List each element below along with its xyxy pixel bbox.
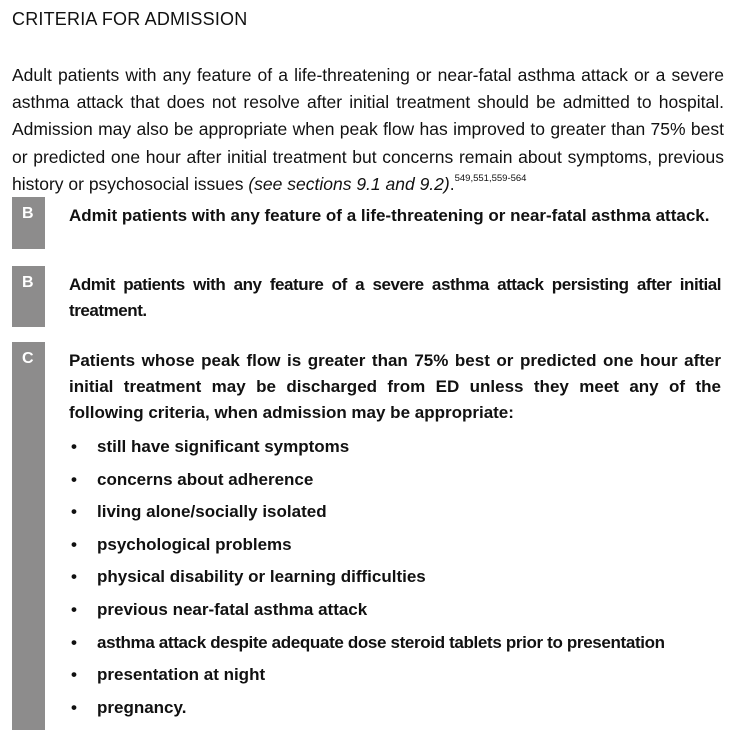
bullet-icon: • (71, 665, 77, 685)
list-item (69, 467, 665, 500)
list-item-text: presentation at night (97, 665, 266, 685)
section-heading: CRITERIA FOR ADMISSION (12, 9, 248, 29)
intro-text: Adult patients with any feature of a life-threatening or near-fatal asthma attack or a severe asthma attack that does not resolve after initial treatment should be admitted to hospital. Admission may also be appropriate when peak flow has improved to greater than 75% best or predicted one hour after initial treatment but concerns remain about symptoms, previous history or psychosocial issues (12, 64, 724, 195)
bullet-icon: • (71, 599, 77, 619)
recommendation-text: Admit patients with any feature of a severe asthma attack persisting after initial treatment. (69, 275, 721, 320)
recommendation-text: Patients whose peak flow is greater than 75% best or predicted one hour after initial treatment may be discharged from ED unless they meet any of the following criteria, when admission may be appropriate: (69, 351, 721, 422)
list-item (69, 499, 665, 532)
list-item (69, 532, 665, 565)
intro-end-punctuation: . (449, 174, 455, 195)
bullet-icon: • (71, 697, 77, 717)
grade-badge: B (12, 197, 45, 249)
list-item (69, 564, 665, 597)
list-item (69, 630, 665, 663)
list-item-text: previous near-fatal asthma attack (97, 599, 368, 619)
bullet-icon: • (71, 437, 77, 456)
intro-section-reference: (see sections 9.1 and 9.2) (248, 174, 450, 195)
recommendation-text: Admit patients with any feature of a life-threatening or near-fatal asthma attack. (69, 206, 710, 225)
bullet-icon: • (71, 632, 77, 652)
bullet-icon: • (71, 567, 77, 587)
list-item (69, 597, 665, 630)
list-item (69, 434, 665, 467)
list-item-text: physical disability or learning difficulties (97, 567, 426, 587)
list-item-text: concerns about adherence (97, 469, 314, 489)
grade-badge: B (12, 266, 45, 327)
list-item (69, 695, 665, 728)
list-item-text: psychological problems (97, 534, 292, 554)
bullet-icon: • (71, 534, 77, 554)
admission-criteria-list (69, 434, 665, 727)
list-item-text: asthma attack despite adequate dose steroid tablets prior to presentation (97, 632, 665, 652)
list-item-text: living alone/socially isolated (97, 502, 327, 522)
bullet-icon: • (71, 502, 77, 522)
bullet-icon: • (71, 469, 77, 489)
intro-citations: 549,551,559-564 (454, 173, 527, 185)
list-item-text: pregnancy. (97, 697, 187, 717)
intro-paragraph (12, 62, 724, 199)
list-item-text: still have significant symptoms (97, 437, 350, 456)
list-item (69, 662, 665, 695)
grade-badge: C (12, 342, 45, 730)
